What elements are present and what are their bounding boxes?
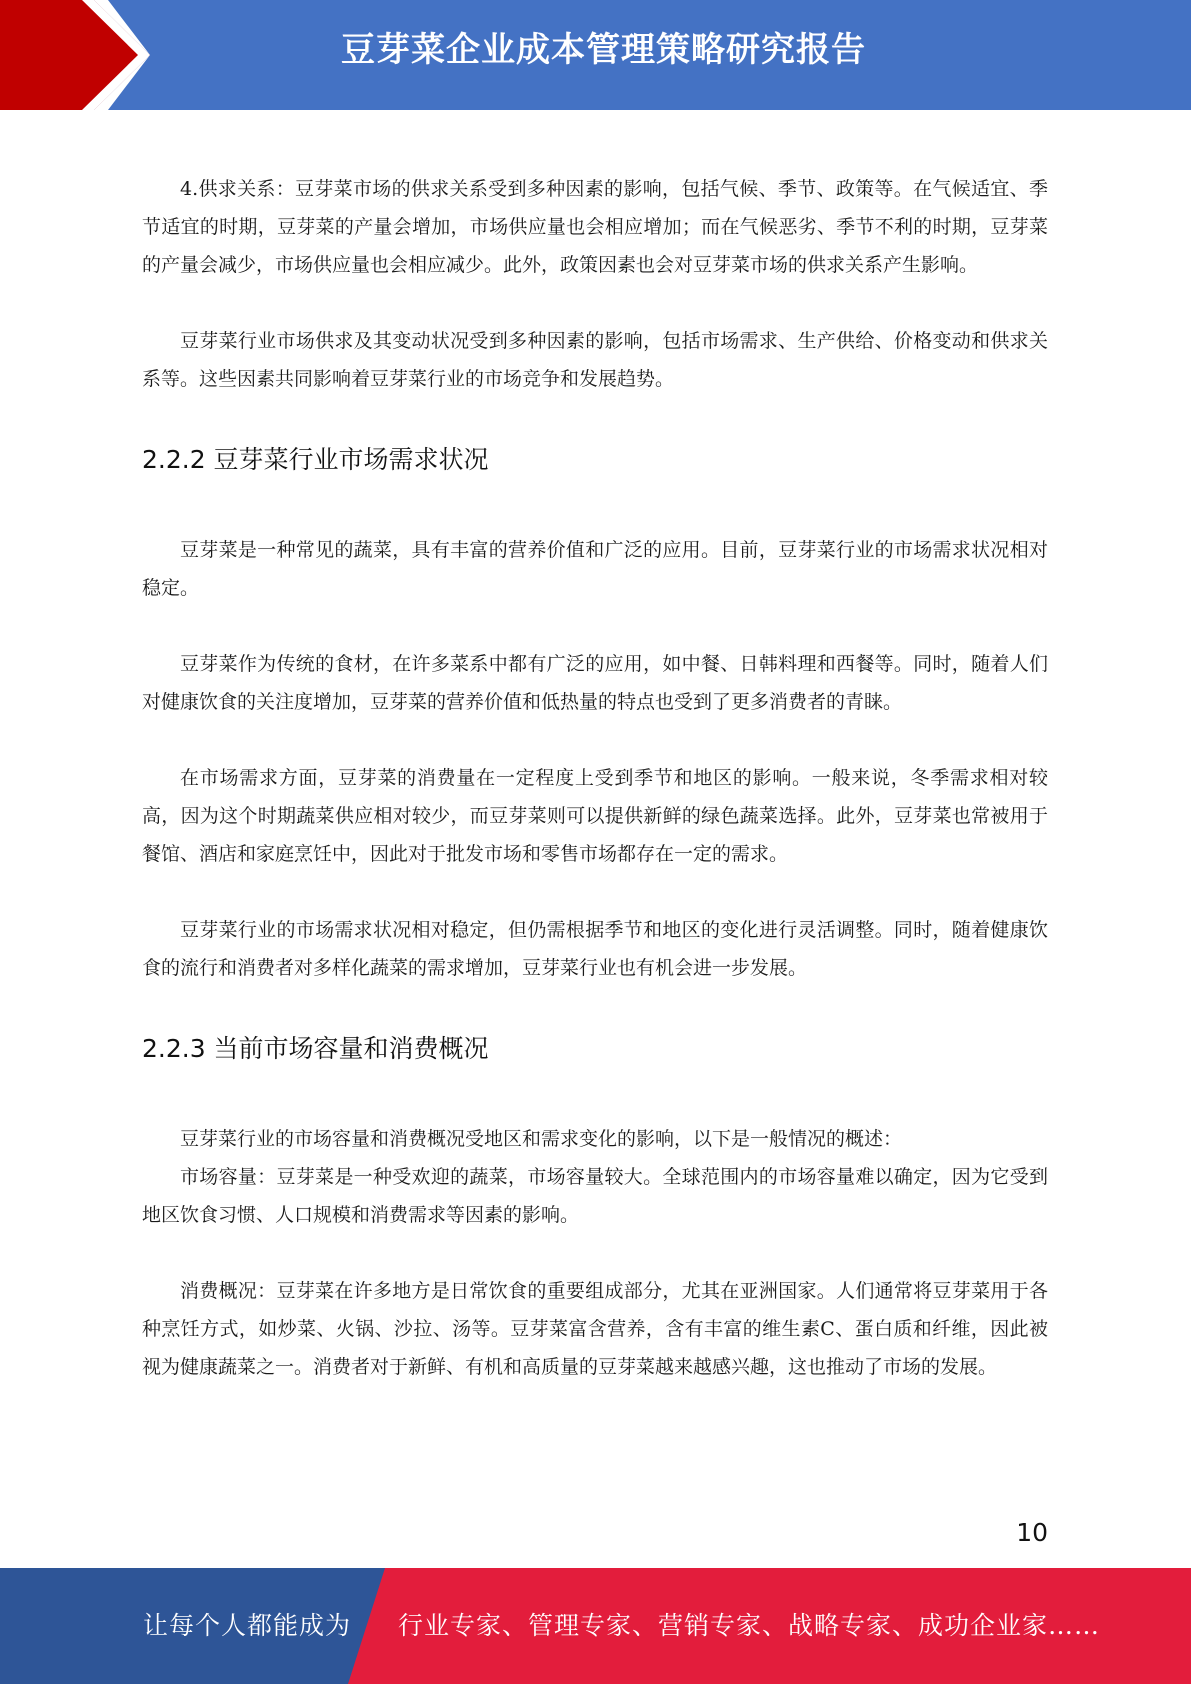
paragraph-demand-1: 豆芽菜是一种常见的蔬菜，具有丰富的营养价值和广泛的应用。目前，豆芽菜行业的市场需求状况相对稳定。 (142, 539, 1048, 599)
header-banner (0, 0, 1191, 110)
footer-slogan-right: 行业专家、管理专家、营销专家、战略专家、成功企业家…… (398, 1611, 1101, 1640)
paragraph-demand-3: 在市场需求方面，豆芽菜的消费量在一定程度上受到季节和地区的影响。一般来说，冬季需求相对较高，因为这个时期蔬菜供应相对较少，而豆芽菜则可以提供新鲜的绿色蔬菜选择。此外，豆芽菜也常被用于餐馆、酒店和家庭烹饪中，因此对于批发市场和零售市场都存在一定的需求。 (142, 767, 1048, 865)
paragraph-supply-demand: 4.供求关系：豆芽菜市场的供求关系受到多种因素的影响，包括气候、季节、政策等。在气候适宜、季节适宜的时期，豆芽菜的产量会增加，市场供应量也会相应增加；而在气候恶劣、季节不利的时期，豆芽菜的产量会减少，市场供应量也会相应减少。此外，政策因素也会对豆芽菜市场的供求关系产生影响。 (142, 178, 1048, 276)
paragraph-supply-summary: 豆芽菜行业市场供求及其变动状况受到多种因素的影响，包括市场需求、生产供给、价格变动和供求关系等。这些因素共同影响着豆芽菜行业的市场竞争和发展趋势。 (142, 330, 1048, 390)
paragraph-demand-4: 豆芽菜行业的市场需求状况相对稳定，但仍需根据季节和地区的变化进行灵活调整。同时，随着健康饮食的流行和消费者对多样化蔬菜的需求增加，豆芽菜行业也有机会进一步发展。 (142, 919, 1048, 979)
report-title: 豆芽菜企业成本管理策略研究报告 (341, 30, 866, 70)
paragraph-market-capacity: 市场容量：豆芽菜是一种受欢迎的蔬菜，市场容量较大。全球范围内的市场容量难以确定，因为它受到地区饮食习惯、人口规模和消费需求等因素的影响。 (142, 1166, 1048, 1226)
section-heading-2-2-3: 2.2.3 当前市场容量和消费概况 (142, 1034, 489, 1063)
paragraph-demand-2: 豆芽菜作为传统的食材，在许多菜系中都有广泛的应用，如中餐、日韩料理和西餐等。同时，随着人们对健康饮食的关注度增加，豆芽菜的营养价值和低热量的特点也受到了更多消费者的青睐。 (142, 653, 1048, 713)
footer-slogan-left: 让每个人都能成为 (143, 1611, 352, 1640)
document-body (142, 170, 1048, 1386)
footer-banner (0, 1568, 1191, 1684)
paragraph-consumption: 消费概况：豆芽菜在许多地方是日常饮食的重要组成部分，尤其在亚洲国家。人们通常将豆芽菜用于各种烹饪方式，如炒菜、火锅、沙拉、汤等。豆芽菜富含营养，含有丰富的维生素C、蛋白质和纤维，因此被视为健康蔬菜之一。消费者对于新鲜、有机和高质量的豆芽菜越来越感兴趣，这也推动了市场的发展。 (142, 1280, 1048, 1378)
section-heading-2-2-2: 2.2.2 豆芽菜行业市场需求状况 (142, 445, 489, 474)
paragraph-capacity-intro: 豆芽菜行业的市场容量和消费概况受地区和需求变化的影响，以下是一般情况的概述： (180, 1128, 903, 1150)
page-number: 10 (1016, 1518, 1048, 1547)
